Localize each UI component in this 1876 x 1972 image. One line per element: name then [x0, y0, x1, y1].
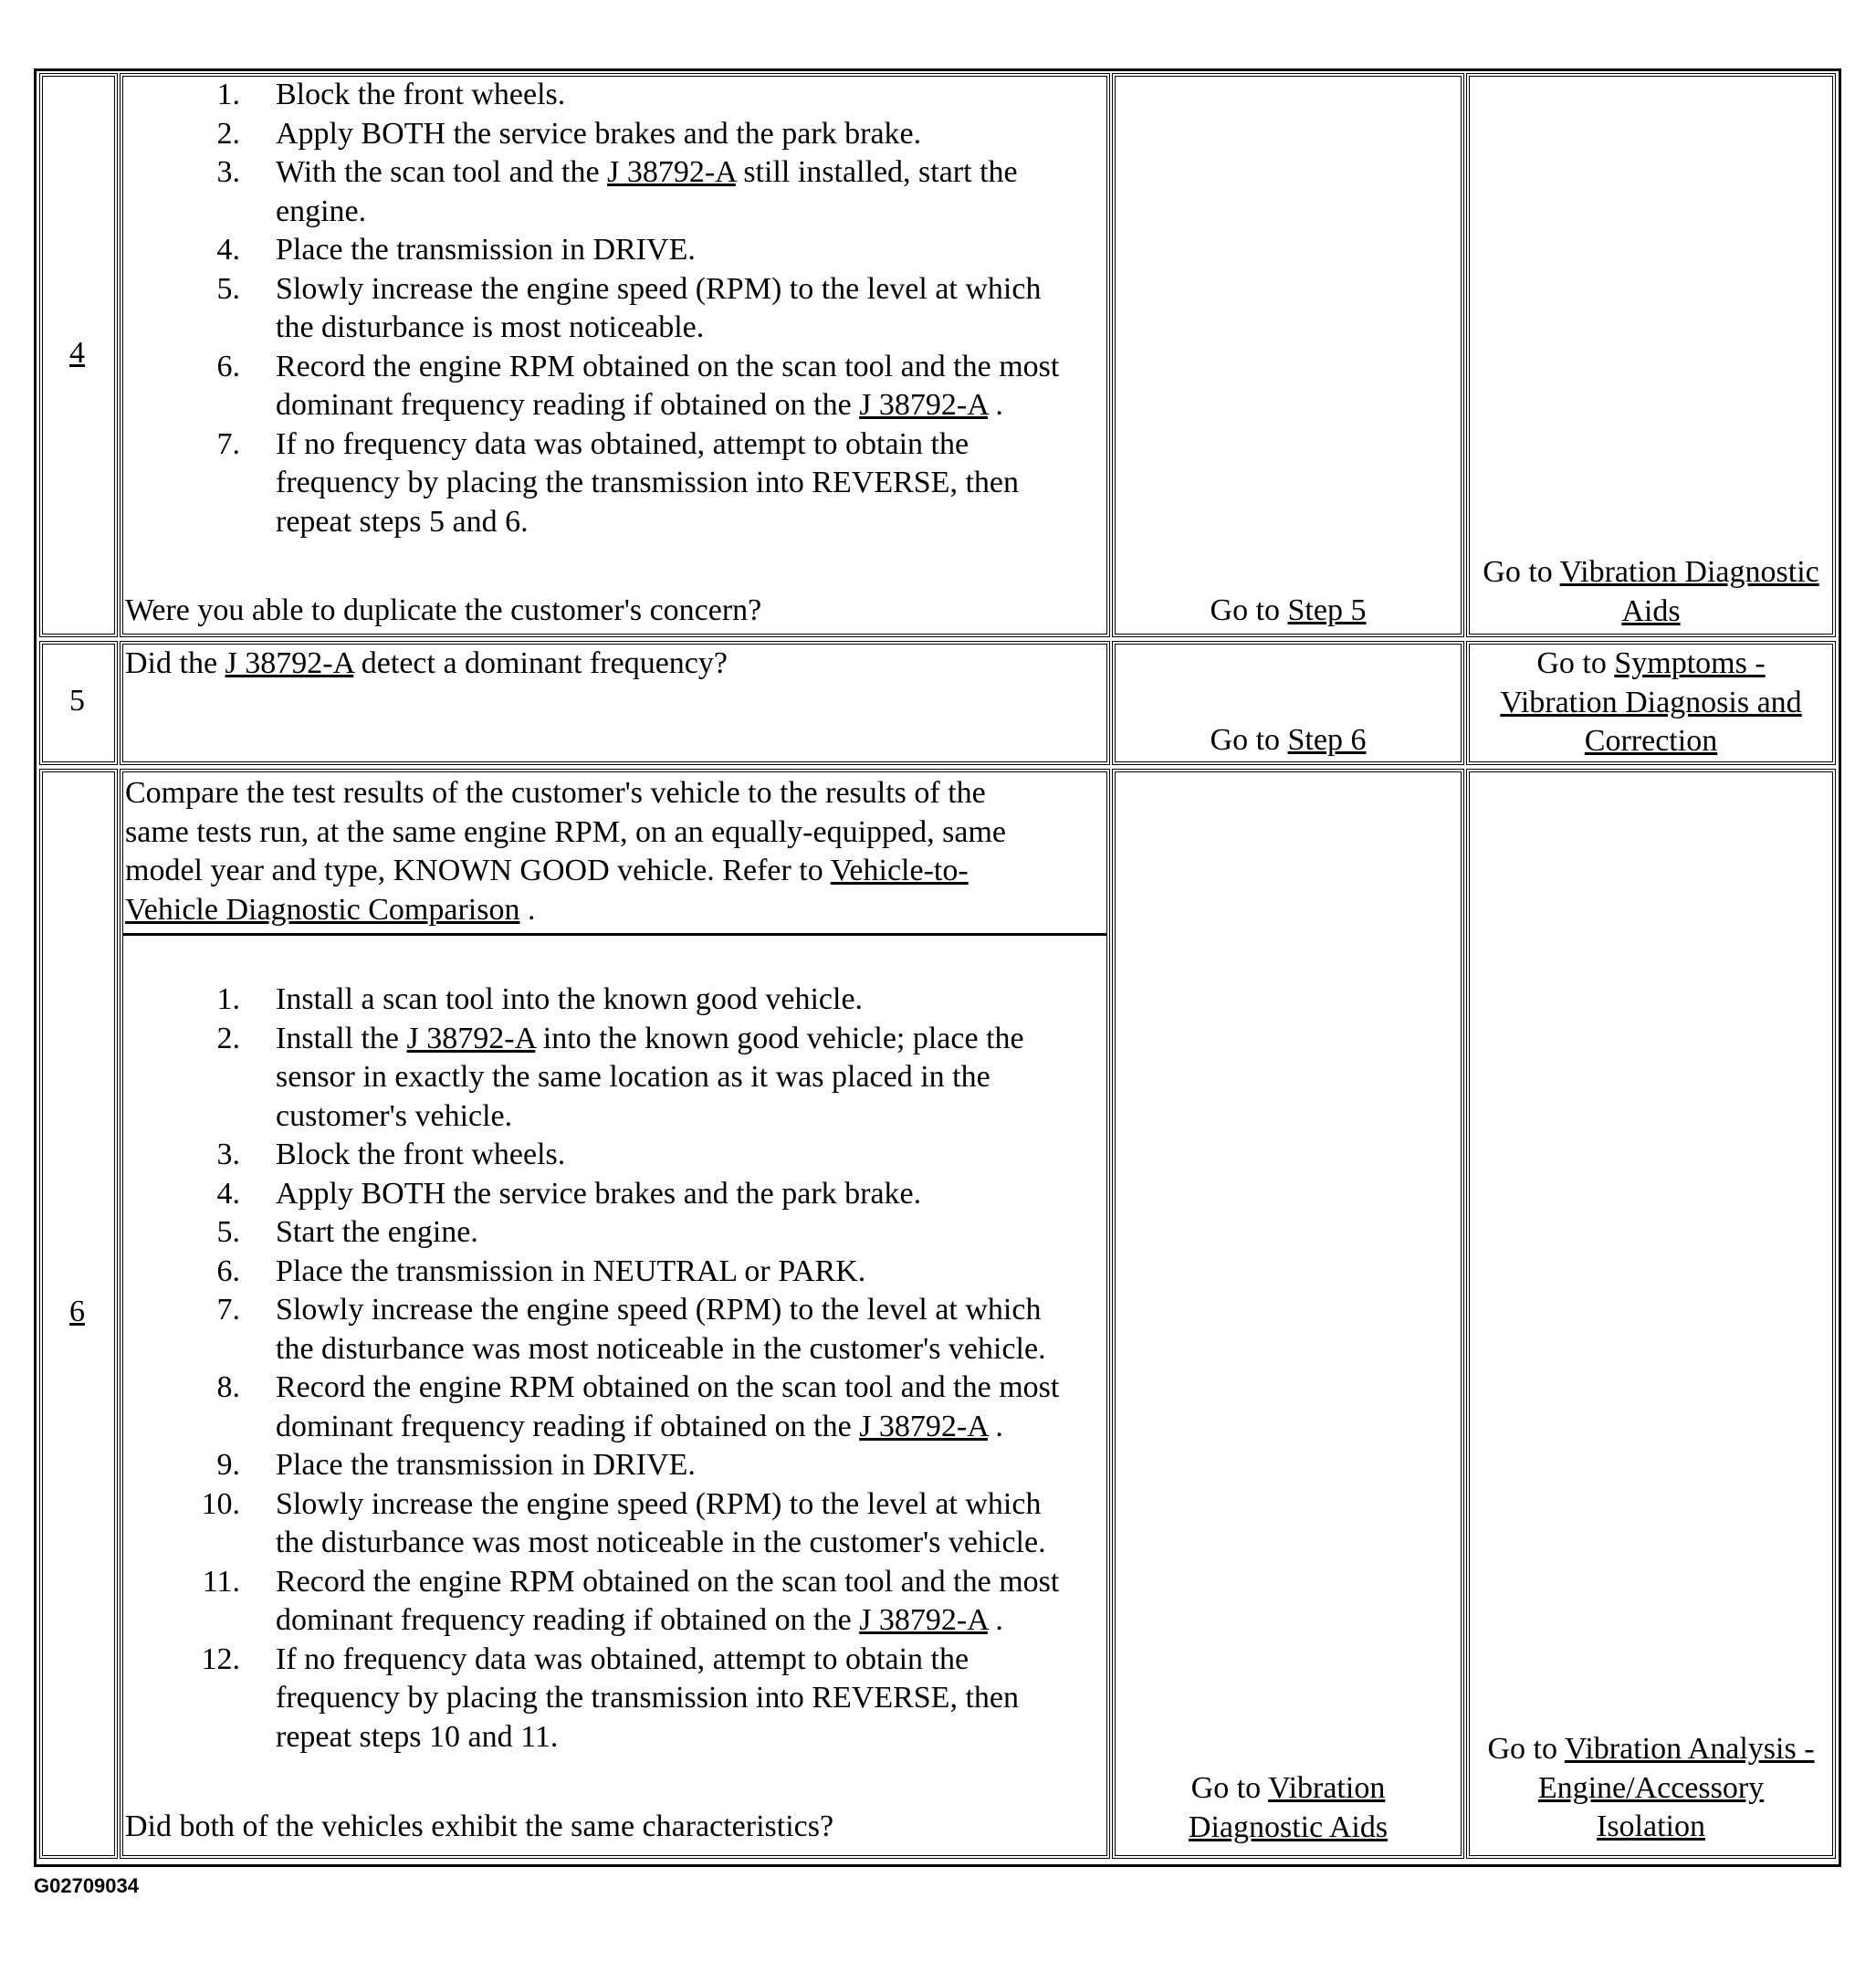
- list-item: 2. Install the J 38792-A into the known good vehicle; place the sensor in exactly the same location as it was placed in the customer's vehicle.: [216, 1021, 1024, 1133]
- step-link[interactable]: 4: [69, 336, 85, 370]
- tool-link[interactable]: J 38792-A: [607, 155, 736, 189]
- list-item: 4. Place the transmission in DRIVE.: [216, 233, 696, 267]
- step-number: 5: [69, 684, 85, 718]
- vibration-diagnostic-aids-link[interactable]: Diagnostic Aids: [1188, 1809, 1389, 1844]
- tool-link[interactable]: J 38792-A: [859, 1409, 988, 1443]
- no-action: Go to Vibration Diagnostic Aids: [1483, 555, 1819, 628]
- step6-list: [162, 981, 1059, 1757]
- step-6-link[interactable]: Step 6: [1287, 723, 1367, 757]
- question-text: Did both of the vehicles exhibit the same characteristics?: [125, 1809, 834, 1843]
- list-item: 2. Apply BOTH the service brakes and the park brake.: [216, 116, 922, 151]
- yes-action: Go to Step 6: [1210, 723, 1367, 757]
- yes-action: Go to Vibration Diagnostic Aids: [1188, 1771, 1389, 1844]
- question-text: Did the J 38792-A detect a dominant frequency?: [125, 646, 728, 680]
- step-link[interactable]: 6: [69, 1295, 85, 1328]
- list-item: 5. Slowly increase the engine speed (RPM) to the level at which the disturbance is most noticeable.: [216, 271, 1042, 344]
- list-item: 10. Slowly increase the engine speed (RPM) to the level at which the disturbance was most noticeable in the customer's vehicle.: [201, 1486, 1046, 1559]
- list-item: 9. Place the transmission in DRIVE.: [216, 1448, 696, 1482]
- yes-action: Go to Step 5: [1210, 593, 1367, 627]
- vibration-analysis-link[interactable]: Vibration Analysis -: [1564, 1732, 1815, 1766]
- no-action: Go to Symptoms - Vibration Diagnosis and Correction: [1500, 646, 1802, 758]
- vibration-analysis-link[interactable]: Isolation: [1597, 1809, 1705, 1843]
- list-item: 6. Record the engine RPM obtained on the scan tool and the most dominant frequency reading if obtained on the J 38792-A .: [216, 349, 1060, 422]
- list-item: 11. Record the engine RPM obtained on the scan tool and the most dominant frequency reading if obtained on the J 38792-A .: [202, 1564, 1060, 1637]
- step4-list: [162, 76, 1059, 541]
- list-item: 3. With the scan tool and the J 38792-A still installed, start the engine.: [216, 155, 1018, 228]
- list-item: 7. Slowly increase the engine speed (RPM) to the level at which the disturbance was most noticeable in the customer's vehicle.: [216, 1293, 1046, 1366]
- list-item: 3. Block the front wheels.: [216, 1138, 566, 1171]
- question-text: Were you able to duplicate the customer's concern?: [125, 593, 762, 627]
- no-action: Go to Vibration Analysis - Engine/Accessory Isolation: [1487, 1732, 1815, 1843]
- comparison-link[interactable]: Vehicle-to-: [830, 854, 969, 887]
- tool-link[interactable]: J 38792-A: [859, 1603, 988, 1637]
- symptoms-link[interactable]: Vibration Diagnosis and: [1500, 685, 1802, 719]
- tool-link[interactable]: J 38792-A: [225, 646, 354, 680]
- vibration-analysis-link[interactable]: Engine/Accessory: [1537, 1770, 1765, 1805]
- vibration-diagnostic-aids-link[interactable]: Vibration Diagnostic: [1559, 555, 1819, 589]
- symptoms-link[interactable]: Symptoms -: [1614, 646, 1766, 680]
- list-item: 5. Start the engine.: [216, 1215, 478, 1249]
- symptoms-link[interactable]: Correction: [1584, 724, 1718, 758]
- list-item: 8. Record the engine RPM obtained on the scan tool and the most dominant frequency reading if obtained on the J 38792-A .: [216, 1370, 1060, 1443]
- vibration-diagnostic-aids-link[interactable]: Vibration: [1268, 1771, 1386, 1805]
- intro-text: Compare the test results of the customer's vehicle to the results of the same tests run, at the same engine RPM, on an equally-equipped, same model year and type, KNOWN GOOD vehicle. Refer to Vehicle-to- Vehicle Diagnostic Comparison .: [125, 776, 1006, 927]
- list-item: 1. Install a scan tool into the known good vehicle.: [216, 982, 864, 1016]
- comparison-link[interactable]: Vehicle Diagnostic Comparison: [125, 892, 520, 927]
- figure-code: G02709034: [34, 1874, 139, 1897]
- divider: [123, 933, 1106, 936]
- vibration-diagnostic-aids-link[interactable]: Aids: [1621, 593, 1681, 628]
- list-item: 1. Block the front wheels.: [216, 78, 566, 111]
- no-cell: [1466, 769, 1836, 1859]
- list-item: 12. If no frequency data was obtained, attempt to obtain the frequency by placing the transmission into REVERSE, then repeat steps 10 and 11.: [201, 1642, 1019, 1754]
- list-item: 7. If no frequency data was obtained, attempt to obtain the frequency by placing the transmission into REVERSE, then repeat steps 5 and 6.: [216, 426, 1019, 539]
- list-item: 6. Place the transmission in NEUTRAL or PARK.: [216, 1253, 866, 1288]
- list-item: 4. Apply BOTH the service brakes and the park brake.: [216, 1176, 922, 1211]
- step-5-link[interactable]: Step 5: [1287, 593, 1367, 627]
- tool-link[interactable]: J 38792-A: [406, 1021, 536, 1055]
- yes-cell: [1112, 73, 1464, 637]
- tool-link[interactable]: J 38792-A: [859, 388, 988, 422]
- yes-cell: [1112, 769, 1464, 1859]
